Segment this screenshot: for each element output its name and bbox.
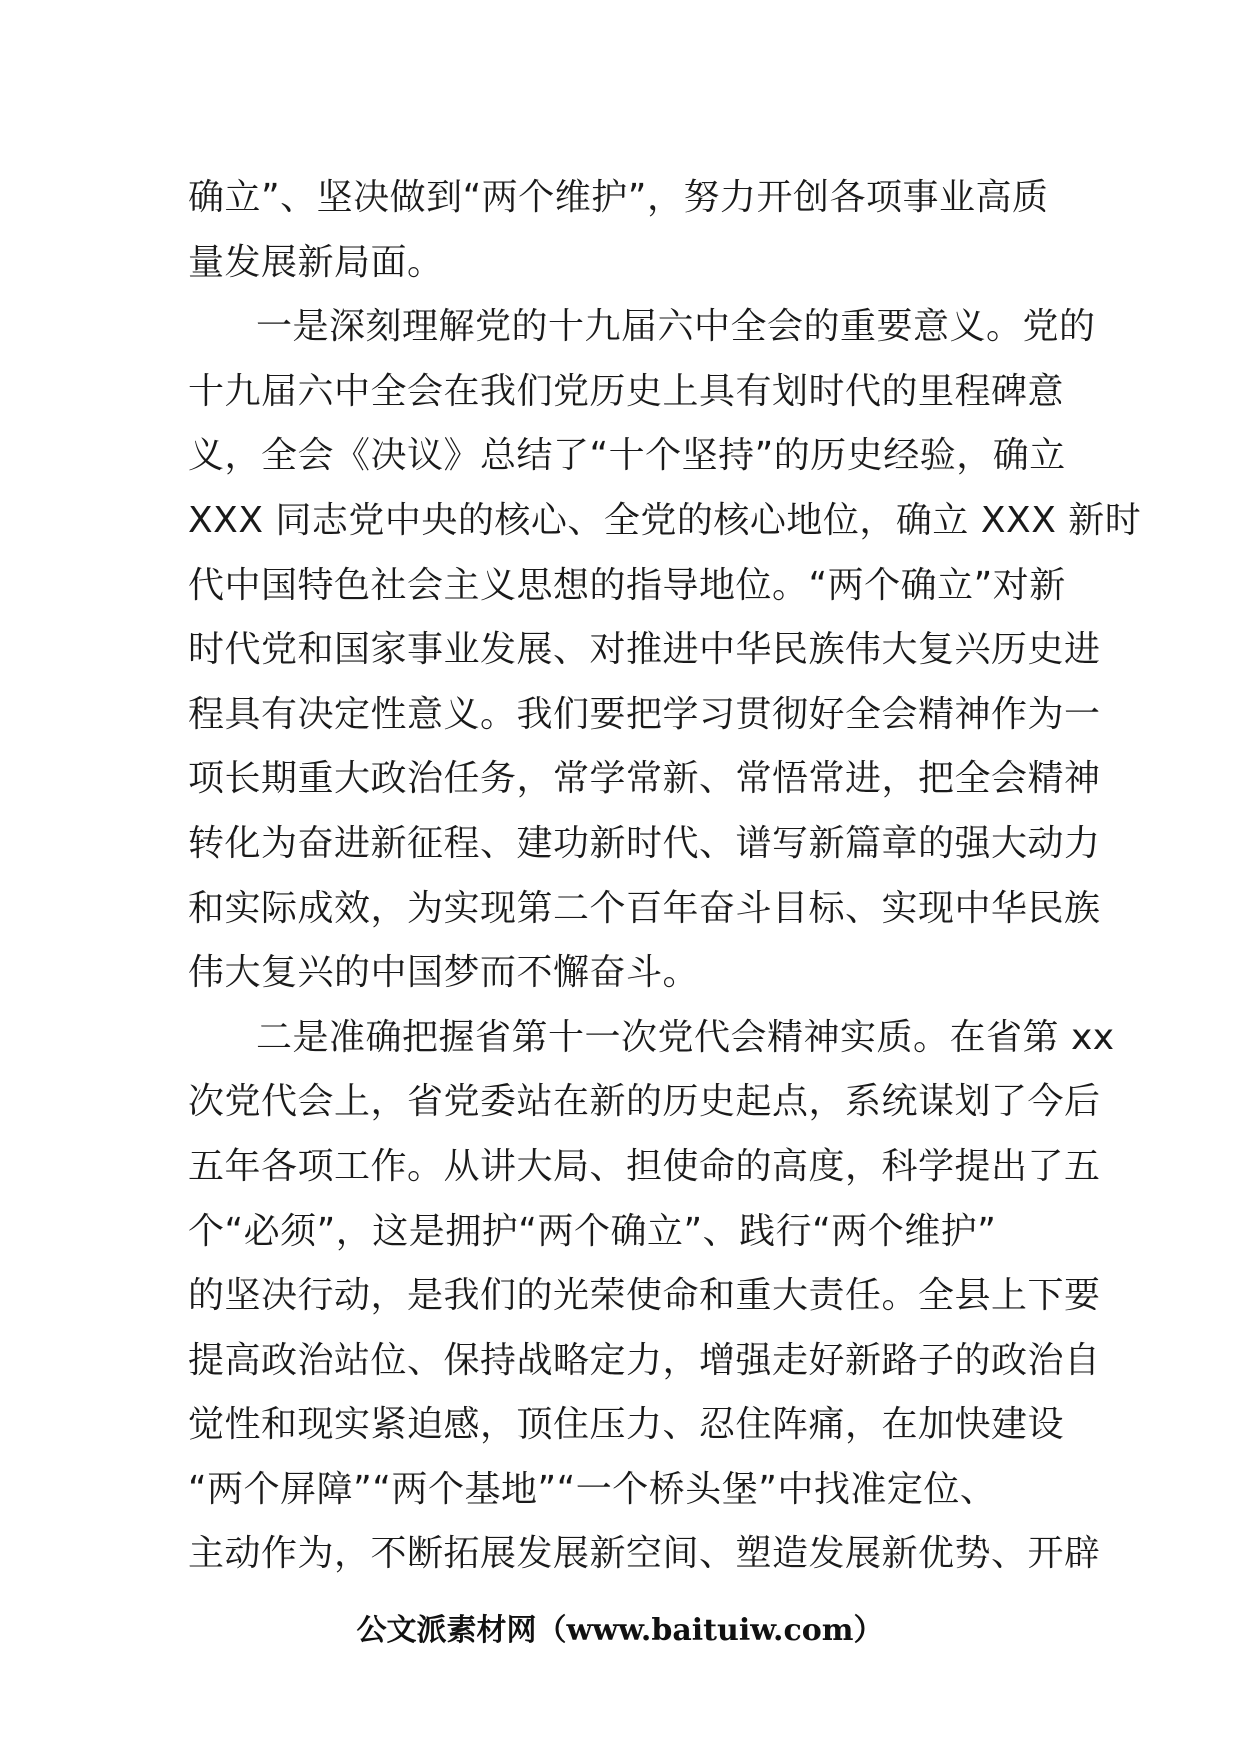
text-line: 个“必须”，这是拥护“两个确立”、践行“两个维护” bbox=[188, 1210, 997, 1252]
text-line: 次党代会上，省党委站在新的历史起点，系统谋划了今后 bbox=[188, 1081, 1101, 1123]
paragraph-start-line: 二是准确把握省第十一次党代会精神实质。在省第 xx bbox=[256, 1016, 1115, 1058]
text-line: 提高政治站位、保持战略定力，增强走好新路子的政治自 bbox=[188, 1339, 1101, 1381]
text-line: 代中国特色社会主义思想的指导地位。“两个确立”对新 bbox=[188, 564, 1066, 606]
paragraph-start-line: 一是深刻理解党的十九届六中全会的重要意义。党的 bbox=[256, 306, 1096, 348]
text-line: 时代党和国家事业发展、对推进中华民族伟大复兴历史进 bbox=[188, 629, 1101, 671]
text-line: 项长期重大政治任务，常学常新、常悟常进，把全会精神 bbox=[188, 758, 1101, 800]
text-line: XXX 同志党中央的核心、全党的核心地位，确立 XXX 新时 bbox=[188, 499, 1142, 541]
text-line: 觉性和现实紧迫感，顶住压力、忍住阵痛，在加快建设 bbox=[188, 1404, 1065, 1446]
text-line: 转化为奋进新征程、建功新时代、谱写新篇章的强大动力 bbox=[188, 822, 1101, 864]
text-line: 伟大复兴的中国梦而不懈奋斗。 bbox=[188, 952, 700, 994]
text-line: 程具有决定性意义。我们要把学习贯彻好全会精神作为一 bbox=[188, 693, 1101, 735]
text-line: 义，全会《决议》总结了“十个坚持”的历史经验，确立 bbox=[188, 435, 1066, 477]
text-line: 和实际成效，为实现第二个百年奋斗目标、实现中华民族 bbox=[188, 887, 1101, 929]
text-line: 主动作为，不断拓展发展新空间、塑造发展新优势、开辟 bbox=[188, 1533, 1101, 1575]
footer-watermark: 公文派素材网（www.baituiw.com） bbox=[356, 1613, 884, 1648]
text-line: “两个屏障”“两个基地”“一个桥头堡”中找准定位、 bbox=[188, 1468, 997, 1510]
text-line: 五年各项工作。从讲大局、担使命的高度，科学提出了五 bbox=[188, 1145, 1101, 1187]
text-line: 的坚决行动，是我们的光荣使命和重大责任。全县上下要 bbox=[188, 1275, 1101, 1317]
text-line: 量发展新局面。 bbox=[188, 241, 444, 283]
document-body bbox=[188, 166, 1142, 1587]
text-line: 十九届六中全会在我们党历史上具有划时代的里程碑意 bbox=[188, 370, 1065, 412]
text-line: 确立”、坚决做到“两个维护”，努力开创各项事业高质 bbox=[188, 177, 1049, 218]
